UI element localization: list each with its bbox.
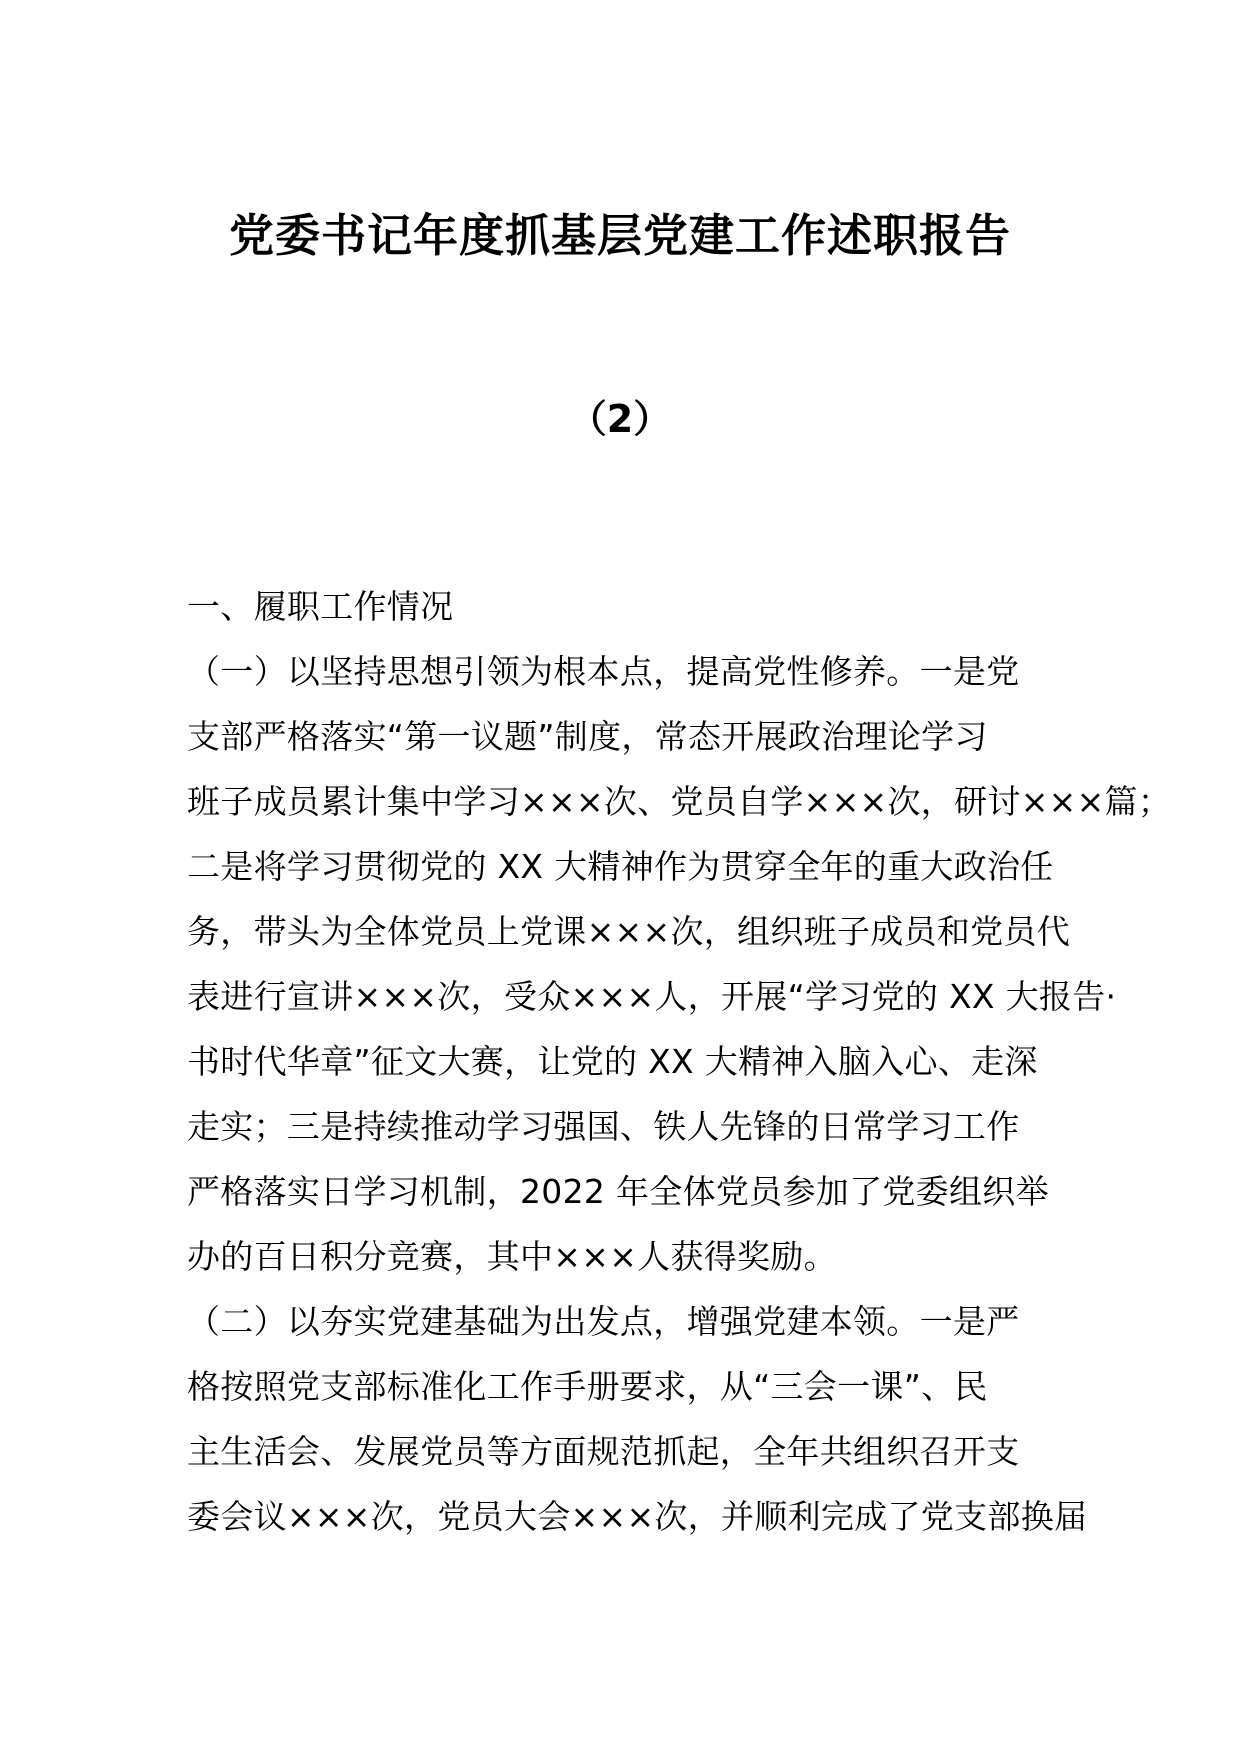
paragraph-line: 严格落实日学习机制，2022 年全体党员参加了党委组织举 <box>187 1172 1049 1211</box>
paragraph-line: （一）以坚持思想引领为根本点，提高党性修养。一是党 <box>187 652 1020 691</box>
paragraph-line: 表进行宣讲×××次，受众×××人，开展“学习党的 XX 大报告· <box>187 977 1117 1016</box>
paragraph-line: 办的百日积分竞赛，其中×××人获得奖励。 <box>187 1237 837 1276</box>
section-heading: 一、履职工作情况 <box>187 587 454 626</box>
paragraph-line: 走实；三是持续推动学习强国、铁人先锋的日常学习工作 <box>187 1107 1020 1146</box>
document-title: 党委书记年度抓基层党建工作述职报告 <box>228 209 1011 262</box>
paragraph-line: 支部严格落实“第一议题”制度，常态开展政治理论学习 <box>187 717 988 756</box>
paragraph-line: 班子成员累计集中学习×××次、党员自学×××次，研讨×××篇； <box>187 782 1172 821</box>
document-body <box>187 574 1172 1549</box>
paragraph-line: 书时代华章”征文大赛，让党的 XX 大精神入脑入心、走深 <box>187 1042 1038 1081</box>
paragraph-line: 务，带头为全体党员上党课×××次，组织班子成员和党员代 <box>187 912 1071 951</box>
paragraph-line: 委会议×××次，党员大会×××次，并顺利完成了党支部换届 <box>187 1497 1088 1536</box>
paragraph-line: 主生活会、发展党员等方面规范抓起，全年共组织召开支 <box>187 1432 1020 1471</box>
paragraph-line: 格按照党支部标准化工作手册要求，从“三会一课”、民 <box>187 1367 988 1406</box>
paragraph-line: 二是将学习贯彻党的 XX 大精神作为贯穿全年的重大政治任 <box>187 847 1054 886</box>
paragraph-line: （二）以夯实党建基础为出发点，增强党建本领。一是严 <box>187 1302 1020 1341</box>
document-subtitle: （2） <box>568 397 672 441</box>
